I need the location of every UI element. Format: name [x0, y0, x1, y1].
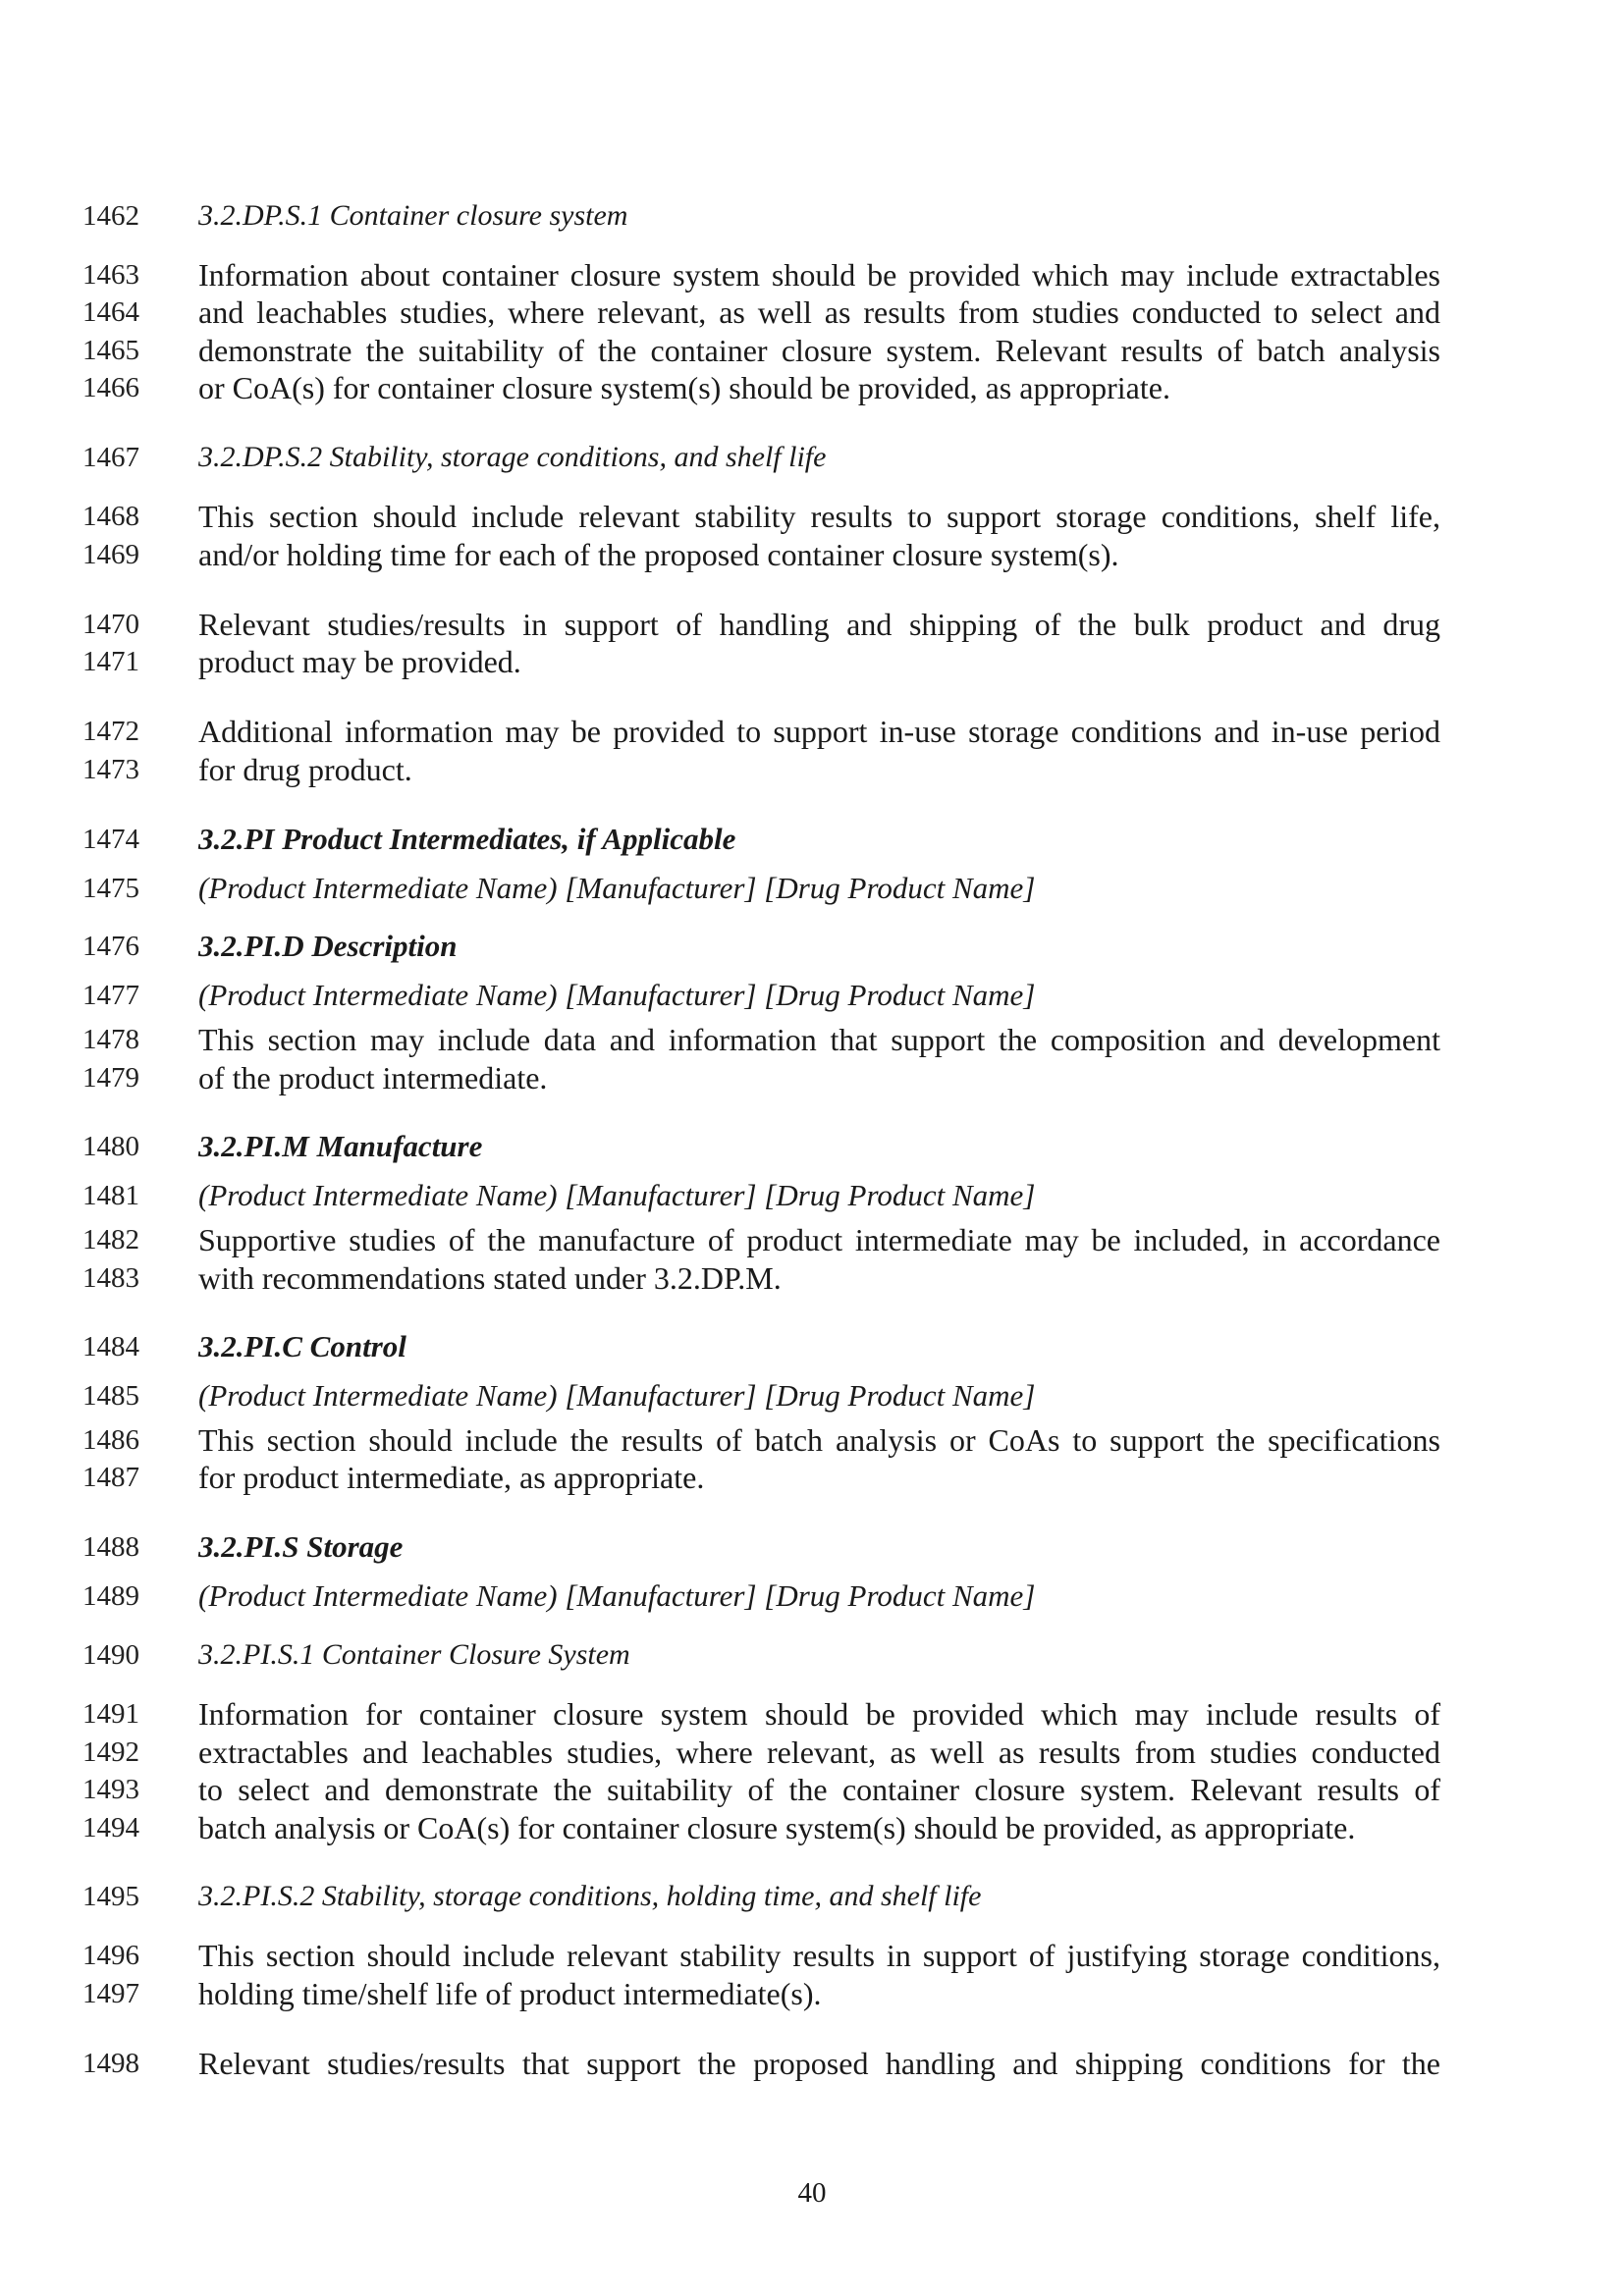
line-1471: [0, 642, 1624, 681]
line-number: 1475: [82, 873, 139, 904]
line-1464: [0, 293, 1624, 332]
body-text: demonstrate the suitability of the container closure system. Relevant results of batch analysis: [198, 333, 1440, 368]
placeholder-text: (Product Intermediate Name) [Manufacturer] [Drug Product Name]: [198, 1378, 1036, 1413]
body-text: for product intermediate, as appropriate.: [198, 1460, 705, 1495]
line-1480: [0, 1127, 1624, 1166]
line-number: 1484: [82, 1331, 139, 1362]
line-number: 1497: [82, 1978, 139, 2009]
line-number: 1482: [82, 1224, 139, 1255]
line-1488: [0, 1527, 1624, 1567]
line-number: 1463: [82, 259, 139, 291]
line-1495: [0, 1877, 1624, 1916]
line-1485: [0, 1376, 1624, 1415]
line-1484: [0, 1327, 1624, 1366]
line-1479: [0, 1058, 1624, 1097]
line-1494: [0, 1808, 1624, 1847]
line-number: 1492: [82, 1736, 139, 1768]
line-1491: [0, 1694, 1624, 1734]
section-heading: 3.2.PI.D Description: [198, 929, 458, 963]
line-number: 1486: [82, 1424, 139, 1456]
body-text: This section should include relevant stability results in support of justifying storage conditions,: [198, 1938, 1440, 1973]
body-text: holding time/shelf life of product intermediate(s).: [198, 1976, 822, 2011]
body-text: or CoA(s) for container closure system(s) should be provided, as appropriate.: [198, 370, 1170, 405]
line-1478: [0, 1020, 1624, 1059]
line-1490: [0, 1635, 1624, 1675]
subsection-heading: 3.2.PI.S.1 Container Closure System: [198, 1638, 630, 1671]
subsection-heading: 3.2.PI.S.2 Stability, storage conditions, holding time, and shelf life: [198, 1880, 982, 1912]
body-text: Information for container closure system should be provided which may include results of: [198, 1696, 1440, 1732]
line-number: 1498: [82, 2048, 139, 2079]
line-1477: [0, 976, 1624, 1015]
line-number: 1473: [82, 754, 139, 785]
body-text: and leachables studies, where relevant, as well as results from studies conducted to select and: [198, 294, 1440, 330]
body-text: Additional information may be provided to support in-use storage conditions and in-use period: [198, 714, 1440, 749]
line-1465: [0, 331, 1624, 370]
body-text: product may be provided.: [198, 644, 521, 679]
line-number: 1495: [82, 1881, 139, 1912]
line-number: 1488: [82, 1531, 139, 1563]
line-1476: [0, 927, 1624, 966]
line-1467: [0, 438, 1624, 477]
line-number: 1470: [82, 609, 139, 640]
line-number: 1483: [82, 1262, 139, 1294]
body-text: This section should include relevant stability results to support storage conditions, shelf life,: [198, 499, 1440, 534]
line-number: 1478: [82, 1024, 139, 1055]
body-text: of the product intermediate.: [198, 1060, 548, 1095]
line-number: 1493: [82, 1774, 139, 1805]
page-number: 40: [797, 2177, 827, 2209]
placeholder-text: (Product Intermediate Name) [Manufacturer] [Drug Product Name]: [198, 871, 1036, 905]
body-text: This section may include data and information that support the composition and development: [198, 1022, 1440, 1057]
line-1496: [0, 1936, 1624, 1975]
line-1483: [0, 1258, 1624, 1298]
section-heading: 3.2.PI.C Control: [198, 1329, 406, 1363]
line-number: 1491: [82, 1698, 139, 1730]
body-text: batch analysis or CoA(s) for container closure system(s) should be provided, as appropriate.: [198, 1810, 1356, 1845]
line-number: 1487: [82, 1462, 139, 1493]
line-1489: [0, 1576, 1624, 1616]
body-text: extractables and leachables studies, where relevant, as well as results from studies conducted: [198, 1735, 1440, 1770]
line-number: 1471: [82, 646, 139, 677]
line-1486: [0, 1420, 1624, 1460]
subsection-heading: 3.2.DP.S.2 Stability, storage conditions, and shelf life: [198, 441, 827, 473]
line-number: 1465: [82, 335, 139, 366]
body-text: Relevant studies/results that support the proposed handling and shipping conditions for the: [198, 2046, 1440, 2081]
placeholder-text: (Product Intermediate Name) [Manufacturer] [Drug Product Name]: [198, 1578, 1036, 1613]
line-1462: [0, 196, 1624, 236]
line-1475: [0, 869, 1624, 908]
line-number: 1479: [82, 1062, 139, 1094]
line-number: 1494: [82, 1812, 139, 1843]
line-1472: [0, 712, 1624, 751]
line-1474: [0, 820, 1624, 859]
line-number: 1481: [82, 1180, 139, 1211]
line-1497: [0, 1974, 1624, 2013]
line-number: 1467: [82, 442, 139, 473]
line-number: 1480: [82, 1131, 139, 1162]
placeholder-text: (Product Intermediate Name) [Manufacturer] [Drug Product Name]: [198, 1178, 1036, 1212]
line-number: 1472: [82, 716, 139, 747]
line-number: 1469: [82, 539, 139, 570]
line-number: 1490: [82, 1639, 139, 1671]
subsection-heading: 3.2.DP.S.1 Container closure system: [198, 199, 628, 232]
line-1463: [0, 255, 1624, 294]
line-number: 1474: [82, 824, 139, 855]
body-text: This section should include the results of batch analysis or CoAs to support the specifications: [198, 1422, 1440, 1458]
line-1468: [0, 497, 1624, 536]
body-text: Supportive studies of the manufacture of product intermediate may be included, in accordance: [198, 1222, 1440, 1257]
line-1498: [0, 2044, 1624, 2083]
line-number: 1462: [82, 200, 139, 232]
section-heading: 3.2.PI Product Intermediates, if Applicable: [198, 822, 736, 856]
line-1487: [0, 1458, 1624, 1497]
body-text: for drug product.: [198, 752, 412, 787]
line-number: 1464: [82, 296, 139, 328]
line-number: 1477: [82, 980, 139, 1011]
section-heading: 3.2.PI.M Manufacture: [198, 1129, 483, 1163]
line-number: 1466: [82, 372, 139, 403]
line-number: 1496: [82, 1940, 139, 1971]
line-number: 1489: [82, 1580, 139, 1612]
line-1469: [0, 535, 1624, 574]
line-1492: [0, 1733, 1624, 1772]
line-number: 1485: [82, 1380, 139, 1412]
placeholder-text: (Product Intermediate Name) [Manufacturer] [Drug Product Name]: [198, 978, 1036, 1012]
body-text: and/or holding time for each of the proposed container closure system(s).: [198, 537, 1119, 572]
section-heading: 3.2.PI.S Storage: [198, 1529, 404, 1564]
line-1470: [0, 605, 1624, 644]
line-1473: [0, 750, 1624, 789]
line-number: 1468: [82, 501, 139, 532]
body-text: with recommendations stated under 3.2.DP.M.: [198, 1260, 782, 1296]
line-1466: [0, 368, 1624, 407]
line-1482: [0, 1220, 1624, 1259]
line-1493: [0, 1770, 1624, 1809]
line-number: 1476: [82, 931, 139, 962]
body-text: Relevant studies/results in support of handling and shipping of the bulk product and drug: [198, 607, 1440, 642]
line-1481: [0, 1176, 1624, 1215]
body-text: Information about container closure system should be provided which may include extractables: [198, 257, 1440, 293]
body-text: to select and demonstrate the suitability of the container closure system. Relevant results of: [198, 1772, 1440, 1807]
